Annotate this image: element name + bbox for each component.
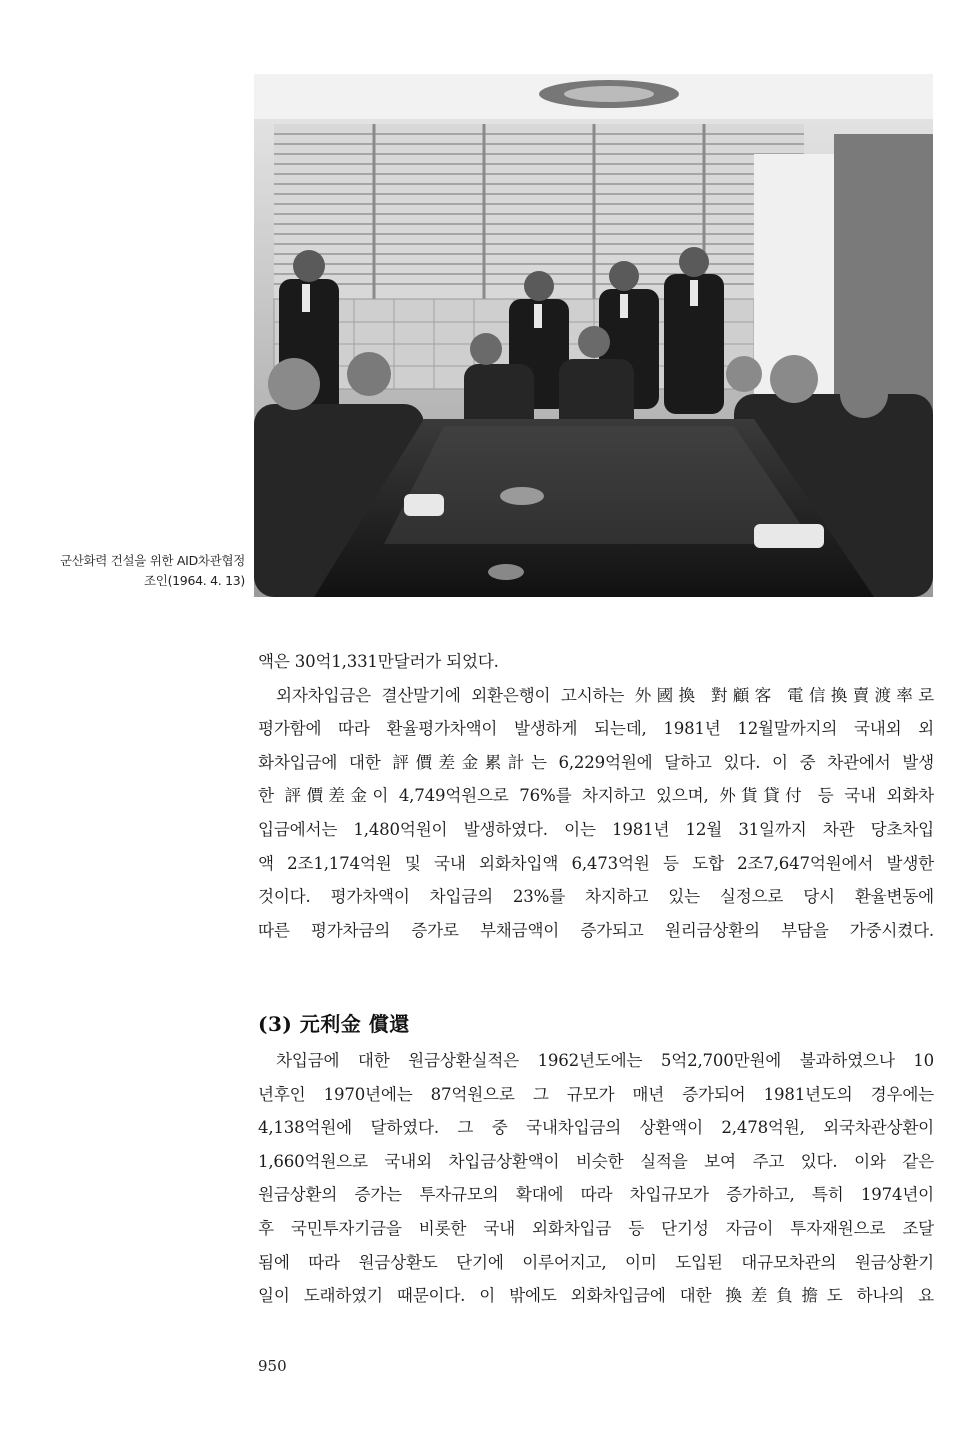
- text-line: 외자차입금은 결산말기에 외환은행이 고시하는 外國換 對顧客 電信換賣渡率로: [276, 685, 934, 705]
- caption-line: 군산화력 건설을 위한 AID차관협정: [59, 553, 245, 568]
- text-line: 액은 30억1,331만달러가 되었다.: [258, 652, 499, 671]
- section-heading: (3) 元利金 償還: [258, 1012, 410, 1036]
- body-paragraph-2: [258, 1044, 934, 1313]
- text-line: 평가함에 따라 환율평가차액이 발생하게 되는데, 1981년 12월말까지의 국내외 외: [258, 719, 934, 739]
- text-line: 입금에서는 1,480억원이 발생하였다. 이는 1981년 12월 31일까지 차관 당초차입: [258, 819, 934, 839]
- photo-illustration: [254, 74, 933, 597]
- text-line: 한 評價差金이 4,749억원으로 76%를 차지하고 있으며, 外貨貸付 등 국내 외화차: [258, 786, 934, 806]
- text-line: 4,138억원에 달하였다. 그 중 국내차입금의 상환액이 2,478억원, 외국차관상환이: [258, 1118, 934, 1138]
- meeting-photo: [254, 74, 933, 597]
- text-line: 따른 평가차금의 증가로 부채금액이 증가되고 원리금상환의 부담을 가중시켰다.: [258, 920, 934, 940]
- text-line: 화차입금에 대한 評價差金累計는 6,229억원에 달하고 있다. 이 중 차관에서 발생: [258, 752, 934, 772]
- text-line: 됨에 따라 원금상환도 단기에 이루어지고, 이미 도입된 대규모차관의 원금상환기: [258, 1252, 934, 1272]
- text-line: 후 국민투자기금을 비롯한 국내 외화차입금 등 단기성 자금이 투자재원으로 조달: [258, 1218, 934, 1238]
- text-line: 일이 도래하였기 때문이다. 이 밖에도 외화차입금에 대한 換差負擔도 하나의 요: [258, 1286, 934, 1306]
- text-line: 차입금에 대한 원금상환실적은 1962년도에는 5억2,700만원에 불과하였으나 10: [276, 1051, 934, 1070]
- photo-caption: [30, 551, 245, 591]
- text-line: 1,660억원으로 국내외 차입금상환액이 비슷한 실적을 보여 주고 있다. 이와 같은: [258, 1151, 934, 1171]
- text-line: 것이다. 평가차액이 차입금의 23%를 차지하고 있는 실정으로 당시 환율변동에: [258, 887, 934, 907]
- text-line: 년후인 1970년에는 87억원으로 그 규모가 매년 증가되어 1981년도의 경우에는: [258, 1084, 934, 1104]
- text-line: 액 2조1,174억원 및 국내 외화차입액 6,473억원 등 도합 2조7,647억원에서 발생한: [258, 853, 934, 873]
- text-line: 원금상환의 증가는 투자규모의 확대에 따라 차입규모가 증가하고, 특히 1974년이: [258, 1185, 934, 1205]
- body-paragraph-1: [258, 645, 934, 947]
- page-number: 950: [258, 1357, 287, 1375]
- caption-line: 조인(1964. 4. 13): [144, 573, 245, 588]
